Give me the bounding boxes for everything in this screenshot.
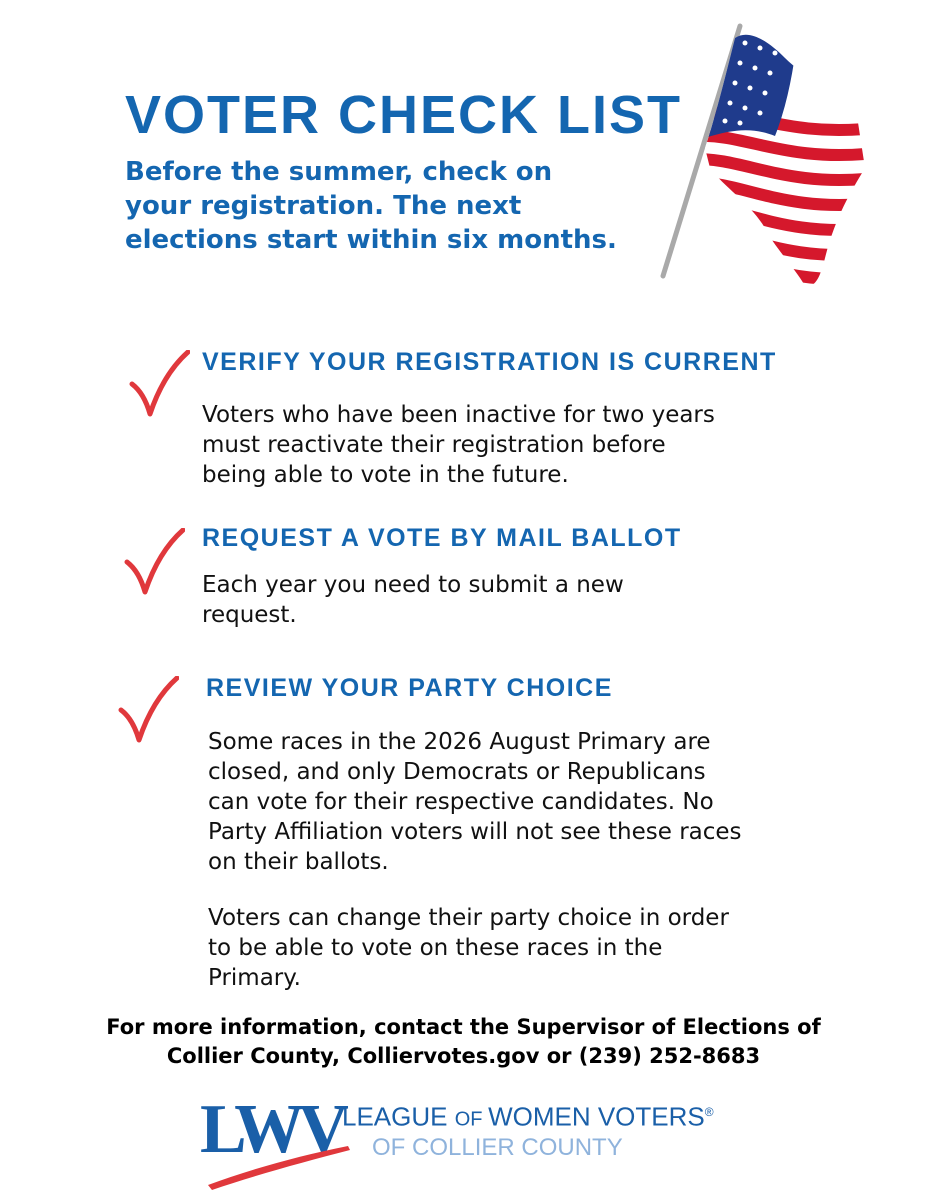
org-name-of: OF bbox=[454, 1108, 489, 1131]
item-body-verify-registration: Voters who have been inactive for two years must reactivate their registration before being able to vote in the future. bbox=[202, 402, 715, 488]
footer-line-1: For more information, contact the Supervisor of Elections of bbox=[106, 1015, 821, 1039]
checkmark-icon bbox=[123, 528, 185, 598]
org-name-county: OF COLLIER COUNTY bbox=[372, 1133, 623, 1161]
registered-mark: ® bbox=[704, 1105, 714, 1119]
org-name-league: LEAGUE bbox=[342, 1101, 455, 1132]
item-title-vote-by-mail: REQUEST A VOTE BY MAIL BALLOT bbox=[202, 524, 682, 552]
page-subtitle: Before the summer, check on your registration. The next elections start within six months. bbox=[125, 157, 617, 255]
logo-mark: LWV bbox=[200, 1091, 343, 1168]
footer-contact bbox=[30, 1013, 897, 1071]
checkmark-icon bbox=[117, 676, 179, 746]
item-title-verify-registration: VERIFY YOUR REGISTRATION IS CURRENT bbox=[202, 348, 777, 376]
item-body-party-change: Voters can change their party choice in order to be able to vote on these races in the Primary. bbox=[208, 905, 729, 991]
org-name-women-voters: WOMEN VOTERS bbox=[488, 1101, 705, 1132]
item-body-vote-by-mail: Each year you need to submit a new request. bbox=[202, 572, 624, 628]
footer-line-2: Collier County, Colliervotes.gov or (239) 252-8683 bbox=[166, 1044, 761, 1068]
item-title-party-choice: REVIEW YOUR PARTY CHOICE bbox=[206, 674, 613, 702]
org-name bbox=[342, 1098, 714, 1162]
lwv-logo-icon bbox=[198, 1090, 358, 1190]
flag-icon bbox=[655, 18, 870, 303]
checkmark-icon bbox=[128, 350, 190, 420]
item-body-party-choice: Some races in the 2026 August Primary are closed, and only Democrats or Republicans can vote for their respective candidates. No Party Affiliation voters will not see these races on their ballots. bbox=[208, 729, 742, 875]
page-title: VOTER CHECK LIST bbox=[125, 85, 683, 145]
